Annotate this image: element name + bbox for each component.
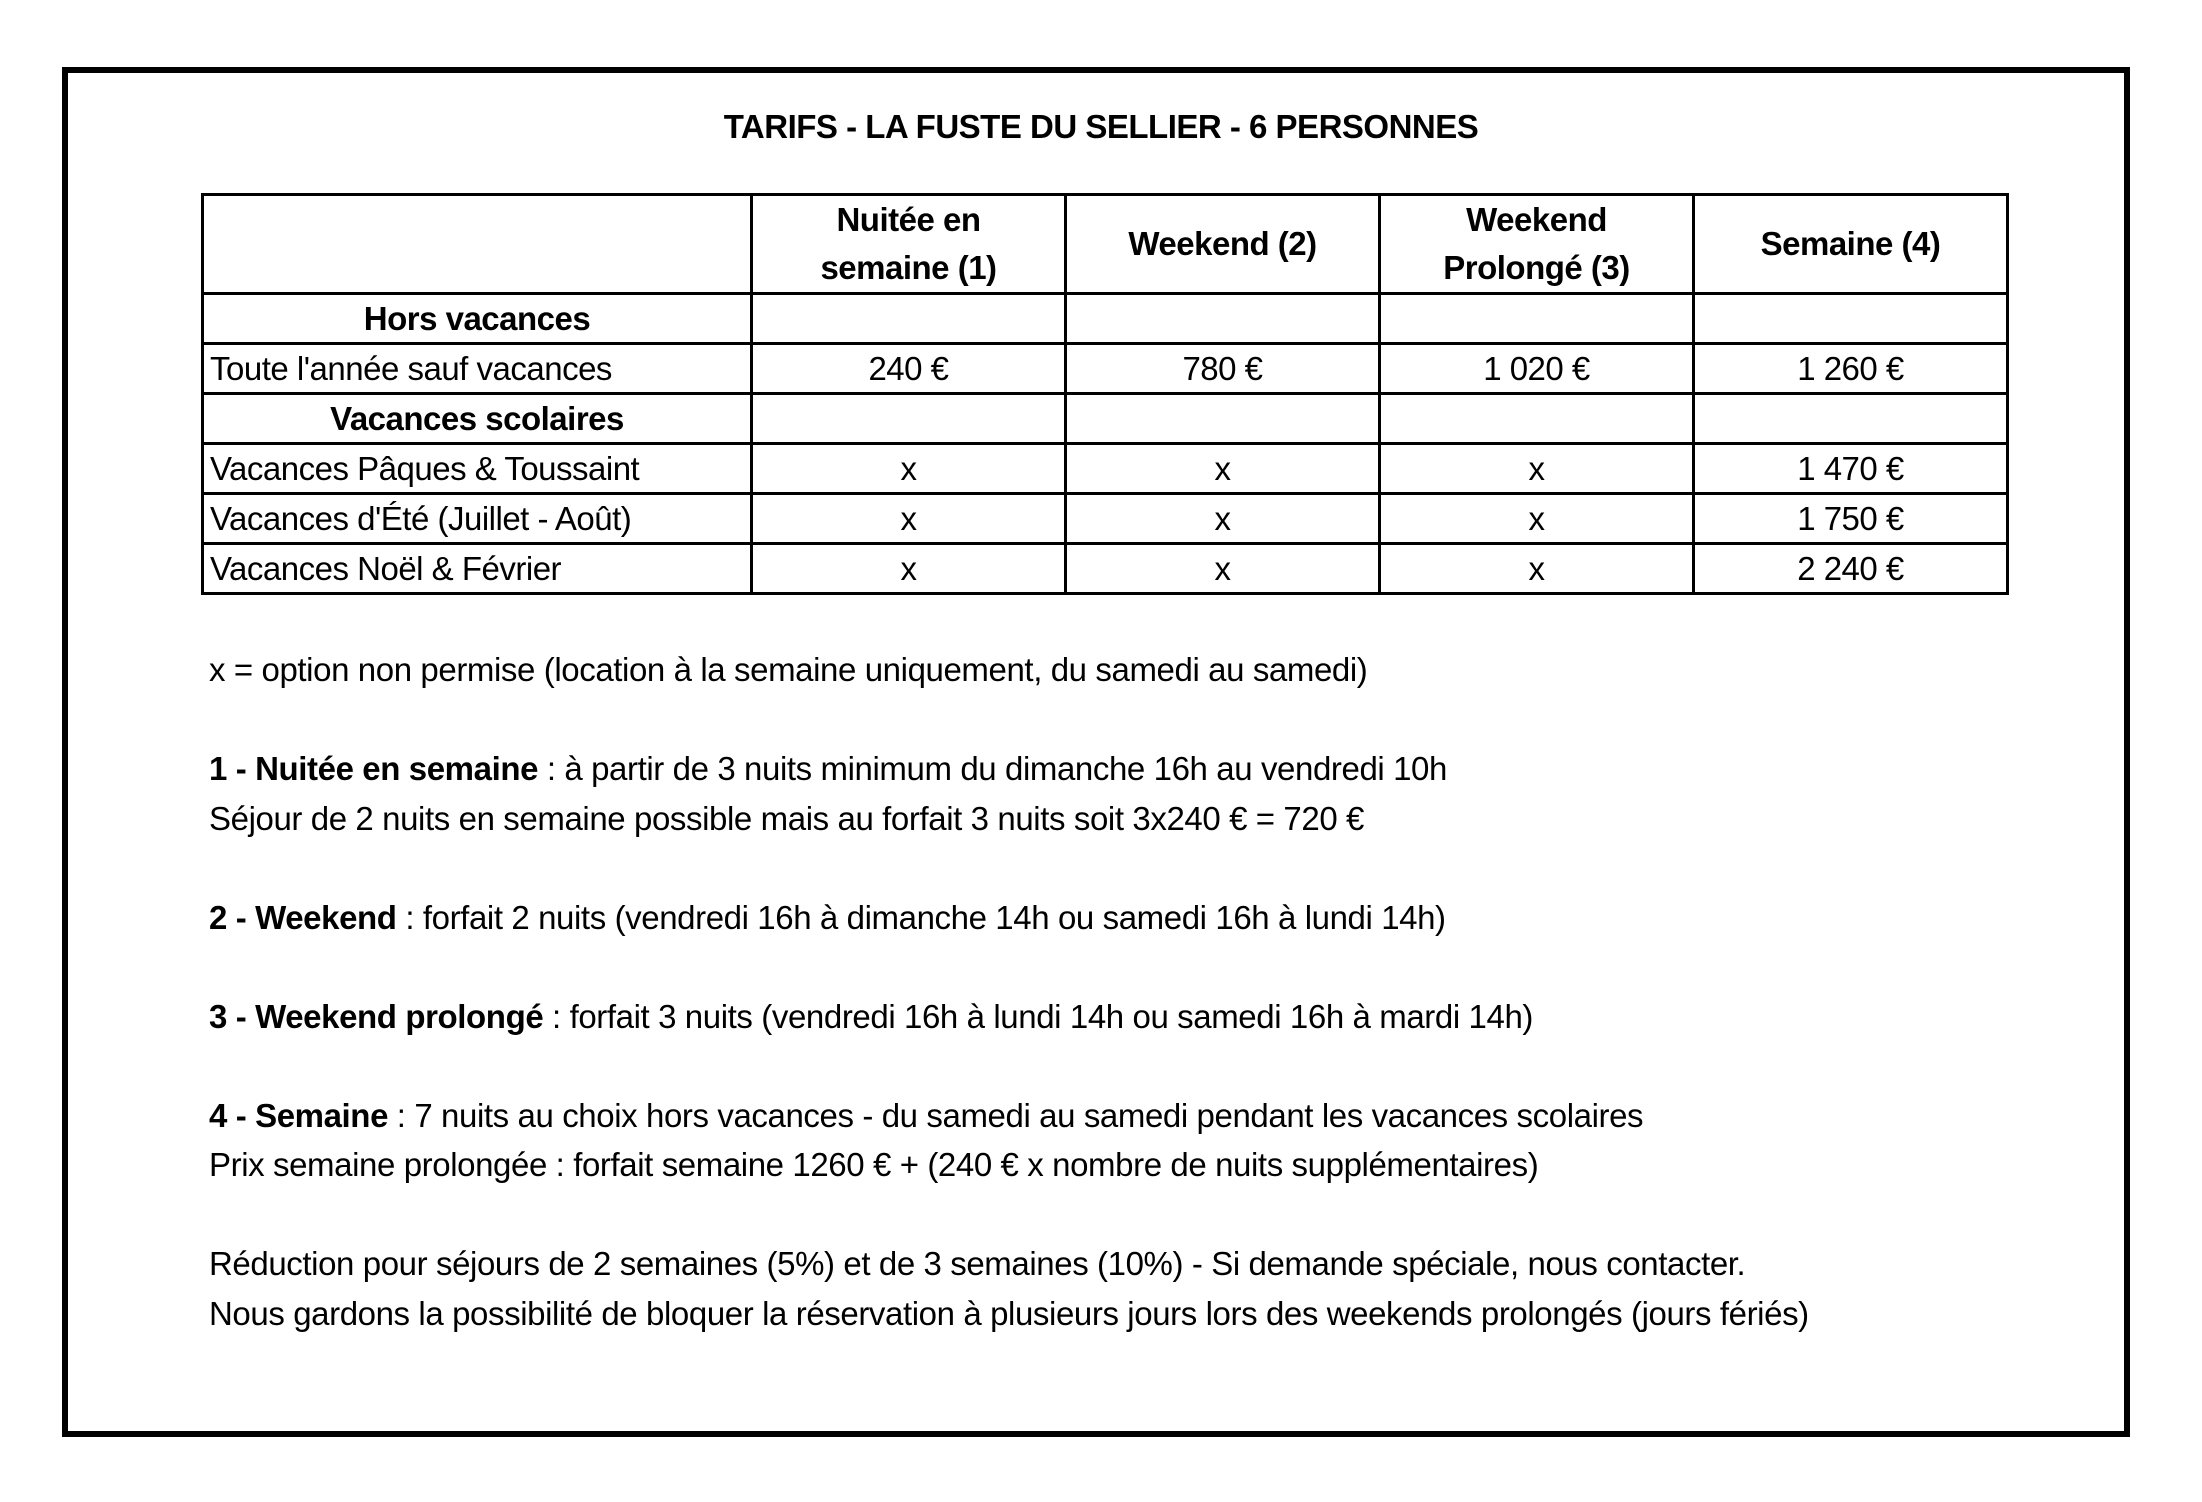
page-title: TARIFS - LA FUSTE DU SELLIER - 6 PERSONNES	[723, 108, 1479, 145]
header-weekend: Weekend (2)	[1066, 195, 1380, 294]
table-cell: 780 €	[1066, 344, 1380, 394]
table-cell: x	[1380, 444, 1694, 494]
reduction-note: Réduction pour séjours de 2 semaines (5%) et de 3 semaines (10%) - Si demande spéciale, nous contacter.	[209, 1245, 1746, 1282]
note-1-detail: Séjour de 2 nuits en semaine possible mais au forfait 3 nuits soit 3x240 € = 720 €	[209, 799, 1365, 837]
table-cell	[1694, 394, 2008, 444]
table-cell: 1 750 €	[1694, 494, 2008, 544]
table-cell: x	[752, 494, 1066, 544]
note-4-detail: Prix semaine prolongée : forfait semaine 1260 € + (240 € x nombre de nuits supplémentaires)	[209, 1146, 1539, 1183]
table-cell: 240 €	[752, 344, 1066, 394]
table-cell: 1 470 €	[1694, 444, 2008, 494]
table-cell	[752, 294, 1066, 344]
table-row	[203, 544, 2008, 594]
price-table	[201, 193, 2009, 595]
table-section-row	[203, 294, 2008, 344]
table-cell	[1066, 394, 1380, 444]
row-label: Vacances d'Été (Juillet - Août)	[203, 494, 752, 544]
table-cell: 1 260 €	[1694, 344, 2008, 394]
table-section-row	[203, 394, 2008, 444]
section-label: Vacances scolaires	[203, 394, 752, 444]
note-1: 1 - Nuitée en semaine : à partir de 3 nuits minimum du dimanche 16h au vendredi 10h	[209, 750, 1447, 787]
note-2: 2 - Weekend : forfait 2 nuits (vendredi 16h à dimanche 14h ou samedi 16h à lundi 14h)	[209, 898, 1446, 936]
table-cell: 2 240 €	[1694, 544, 2008, 594]
table-cell: x	[1066, 494, 1380, 544]
table-header-row	[203, 195, 2008, 294]
table-cell: x	[1066, 444, 1380, 494]
header-weekend-prolonge: Weekend Prolongé (3)	[1380, 195, 1694, 294]
section-label: Hors vacances	[203, 294, 752, 344]
table-cell	[1066, 294, 1380, 344]
header-empty	[203, 195, 752, 294]
table-cell	[1694, 294, 2008, 344]
table-cell: 1 020 €	[1380, 344, 1694, 394]
row-label: Vacances Noël & Février	[203, 544, 752, 594]
blocking-note: Nous gardons la possibilité de bloquer la réservation à plusieurs jours lors des weekends prolongés (jours fériés)	[209, 1294, 1809, 1332]
header-nuitee: Nuitée en semaine (1)	[752, 195, 1066, 294]
table-cell: x	[1380, 544, 1694, 594]
notes-section	[209, 645, 1809, 1338]
table-cell	[752, 394, 1066, 444]
note-4: 4 - Semaine : 7 nuits au choix hors vacances - du samedi au samedi pendant les vacances scolaires	[209, 1096, 1644, 1134]
row-label: Vacances Pâques & Toussaint	[203, 444, 752, 494]
table-row	[203, 344, 2008, 394]
table-cell: x	[752, 444, 1066, 494]
note-3: 3 - Weekend prolongé : forfait 3 nuits (vendredi 16h à lundi 14h ou samedi 16h à mardi 14h)	[209, 997, 1533, 1035]
table-cell	[1380, 394, 1694, 444]
table-row	[203, 444, 2008, 494]
table-row	[203, 494, 2008, 544]
header-semaine: Semaine (4)	[1694, 195, 2008, 294]
row-label: Toute l'année sauf vacances	[203, 344, 752, 394]
table-cell: x	[752, 544, 1066, 594]
legend-note: x = option non permise (location à la semaine uniquement, du samedi au samedi)	[209, 651, 1368, 688]
table-cell: x	[1380, 494, 1694, 544]
table-cell: x	[1066, 544, 1380, 594]
table-cell	[1380, 294, 1694, 344]
